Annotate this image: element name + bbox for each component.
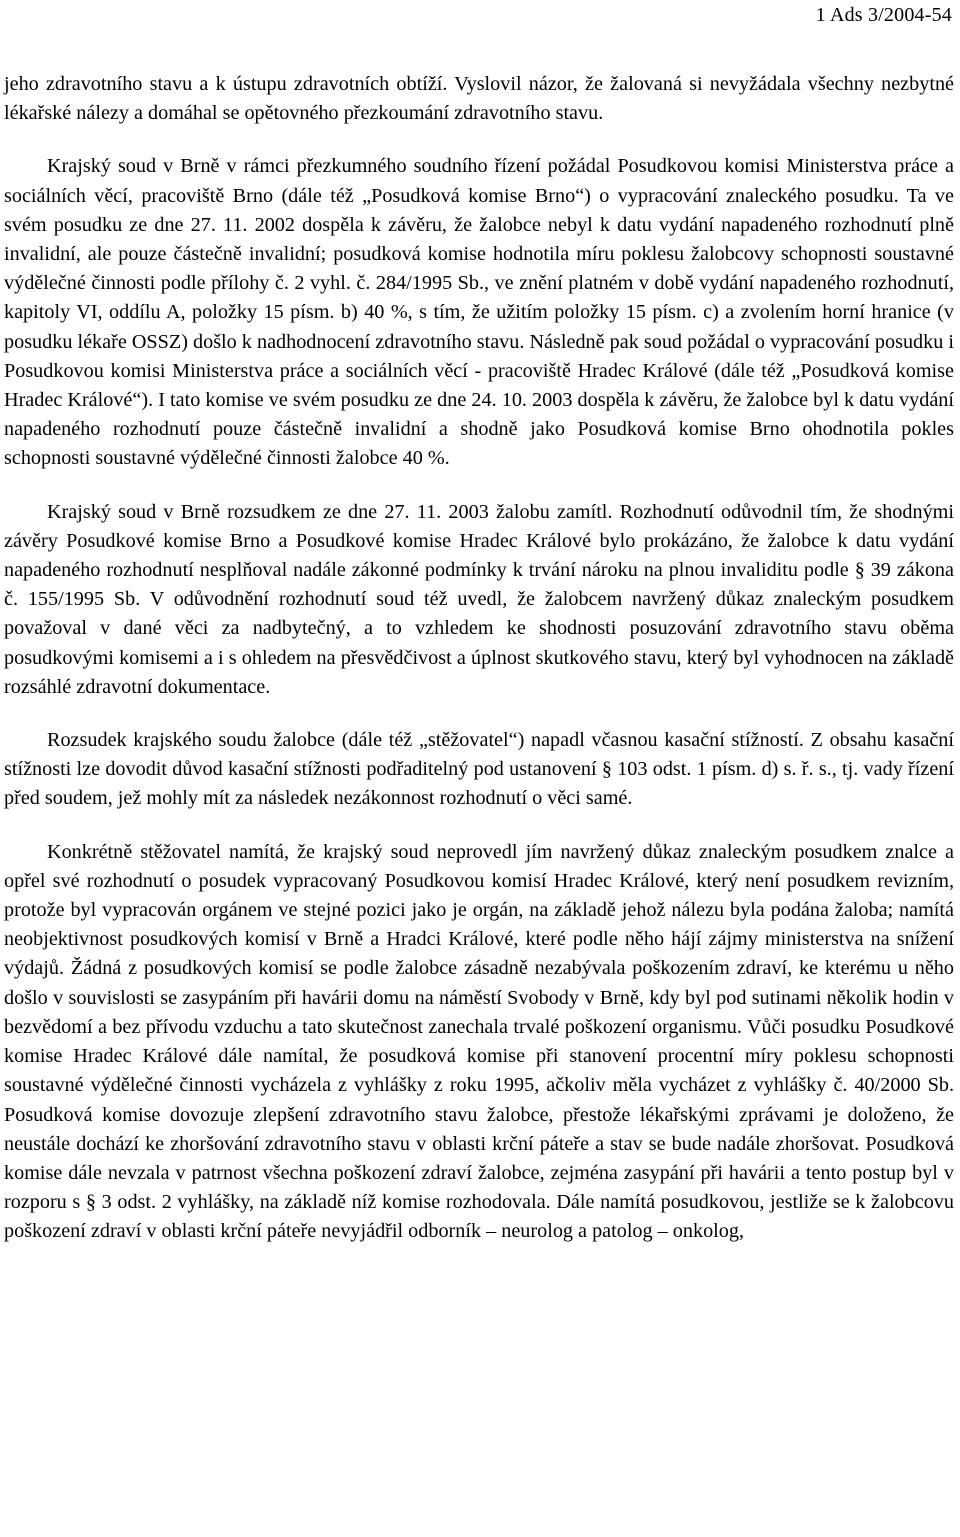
- document-body: [4, 70, 954, 1247]
- paragraph-complainant-objections: Konkrétně stěžovatel namítá, že krajský soud neprovedl jím navržený důkaz znaleckým posudkem znalce a opřel své rozhodnutí o posudek vypracovaný Posudkovou komisí Hradec Králové, který není posudkem revizním, protože byl vypracován orgánem ve stejné pozici jako je orgán, na základě jehož nálezu byla podána žaloba; namítá neobjektivnost posudkových komisí v Brně a Hradci Králové, které podle něho hájí zájmy ministerstva na snížení výdajů. Žádná z posudkových komisí se podle žalobce zásadně nezabývala poškozením zdraví, ke kterému u něho došlo v souvislosti se zasypáním při havárii domu na náměstí Svobody v Brně, kdy byl pod sutinami několik hodin v bezvědomí a bez přívodu vzduchu a tato skutečnost zanechala trvalé poškození organismu. Vůči posudku Posudkové komise Hradec Králové dále namítal, že posudková komise při stanovení procentní míry poklesu schopnosti soustavné výdělečné činnosti vycházela z vyhlášky z roku 1995, ačkoliv měla vycházet z vyhlášky č. 40/2000 Sb. Posudková komise dovozuje zlepšení zdravotního stavu žalobce, přestože lékařskými zprávami je doloženo, že neustále dochází ke zhoršování zdravotního stavu v oblasti krční páteře a stav se bude nadále zhoršovat. Posudková komise dále nevzala v patrnost všechna poškození zdraví žalobce, zejména zasypání při havárii a tento postup byl v rozporu s § 3 odst. 2 vyhlášky, na základě níž komise rozhodovala. Dále namítá posudkovou, jestliže se k žalobcovu poškození zdraví v oblasti krční páteře nevyjádřil odborník – neurolog a patolog – onkolog,: [4, 840, 954, 1243]
- page-header-case-reference: 1 Ads 3/2004-54: [815, 4, 952, 26]
- paragraph-continuation: jeho zdravotního stavu a k ústupu zdravotních obtíží. Vyslovil názor, že žalovaná si nevyžádala všechny nezbytné lékařské nálezy a domáhal se opětovného přezkoumání zdravotního stavu.: [4, 73, 954, 125]
- paragraph-cassation-complaint: Rozsudek krajského soudu žalobce (dále též „stěžovatel“) napadl včasnou kasační stížností. Z obsahu kasační stížnosti lze dovodit důvod kasační stížnosti podřaditelný pod ustanovení § 103 odst. 1 písm. d) s. ř. s., tj. vady řízení před soudem, jež mohly mít za následek nezákonnost rozhodnutí o věci samé.: [4, 729, 954, 810]
- paragraph-judgment: Krajský soud v Brně rozsudkem ze dne 27. 11. 2003 žalobu zamítl. Rozhodnutí odůvodnil tím, že shodnými závěry Posudkové komise Brno a Posudkové komise Hradec Králové bylo prokázáno, že žalobce k datu vydání napadeného rozhodnutí nesplňoval nadále zákonné podmínky k trvání nároku na plnou invaliditu podle § 39 zákona č. 155/1995 Sb. V odůvodnění rozhodnutí soud též uvedl, že žalobcem navržený důkaz znaleckým posudkem považoval v dané věci za nadbytečný, a to vzhledem ke shodnosti posuzování zdravotního stavu oběma posudkovými komisemi a i s ohledem na přesvědčivost a úplnost skutkového stavu, který byl vyhodnocen na základě rozsáhlé zdravotní dokumentace.: [4, 500, 954, 698]
- paragraph-expert-opinions: Krajský soud v Brně v rámci přezkumného soudního řízení požádal Posudkovou komisi Ministerstva práce a sociálních věcí, pracoviště Brno (dále též „Posudková komise Brno“) o vypracování znaleckého posudku. Ta ve svém posudku ze dne 27. 11. 2002 dospěla k závěru, že žalobce nebyl k datu vydání napadeného rozhodnutí plně invalidní, ale pouze částečně invalidní; posudková komise hodnotila míru poklesu žalobcovy schopnosti soustavné výdělečné činnosti podle přílohy č. 2 vyhl. č. 284/1995 Sb., ve znění platném v době vydání napadeného rozhodnutí, kapitoly VI, oddílu A, položky 15 písm. b) 40 %, s tím, že užitím položky 15 písm. c) a zvolením horní hranice (v posudku lékaře OSSZ) došlo k nadhodnocení zdravotního stavu. Následně pak soud požádal o vypracování posudku i Posudkovou komisi Ministerstva práce a sociálních věcí - pracoviště Hradec Králové (dále též „Posudková komise Hradec Králové“). I tato komise ve svém posudku ze dne 24. 10. 2003 dospěla k závěru, že žalobce byl k datu vydání napadeného rozhodnutí pouze částečně invalidní a shodně jako Posudková komise Brno ohodnotila pokles schopnosti soustavné výdělečné činnosti žalobce 40 %.: [4, 155, 954, 470]
